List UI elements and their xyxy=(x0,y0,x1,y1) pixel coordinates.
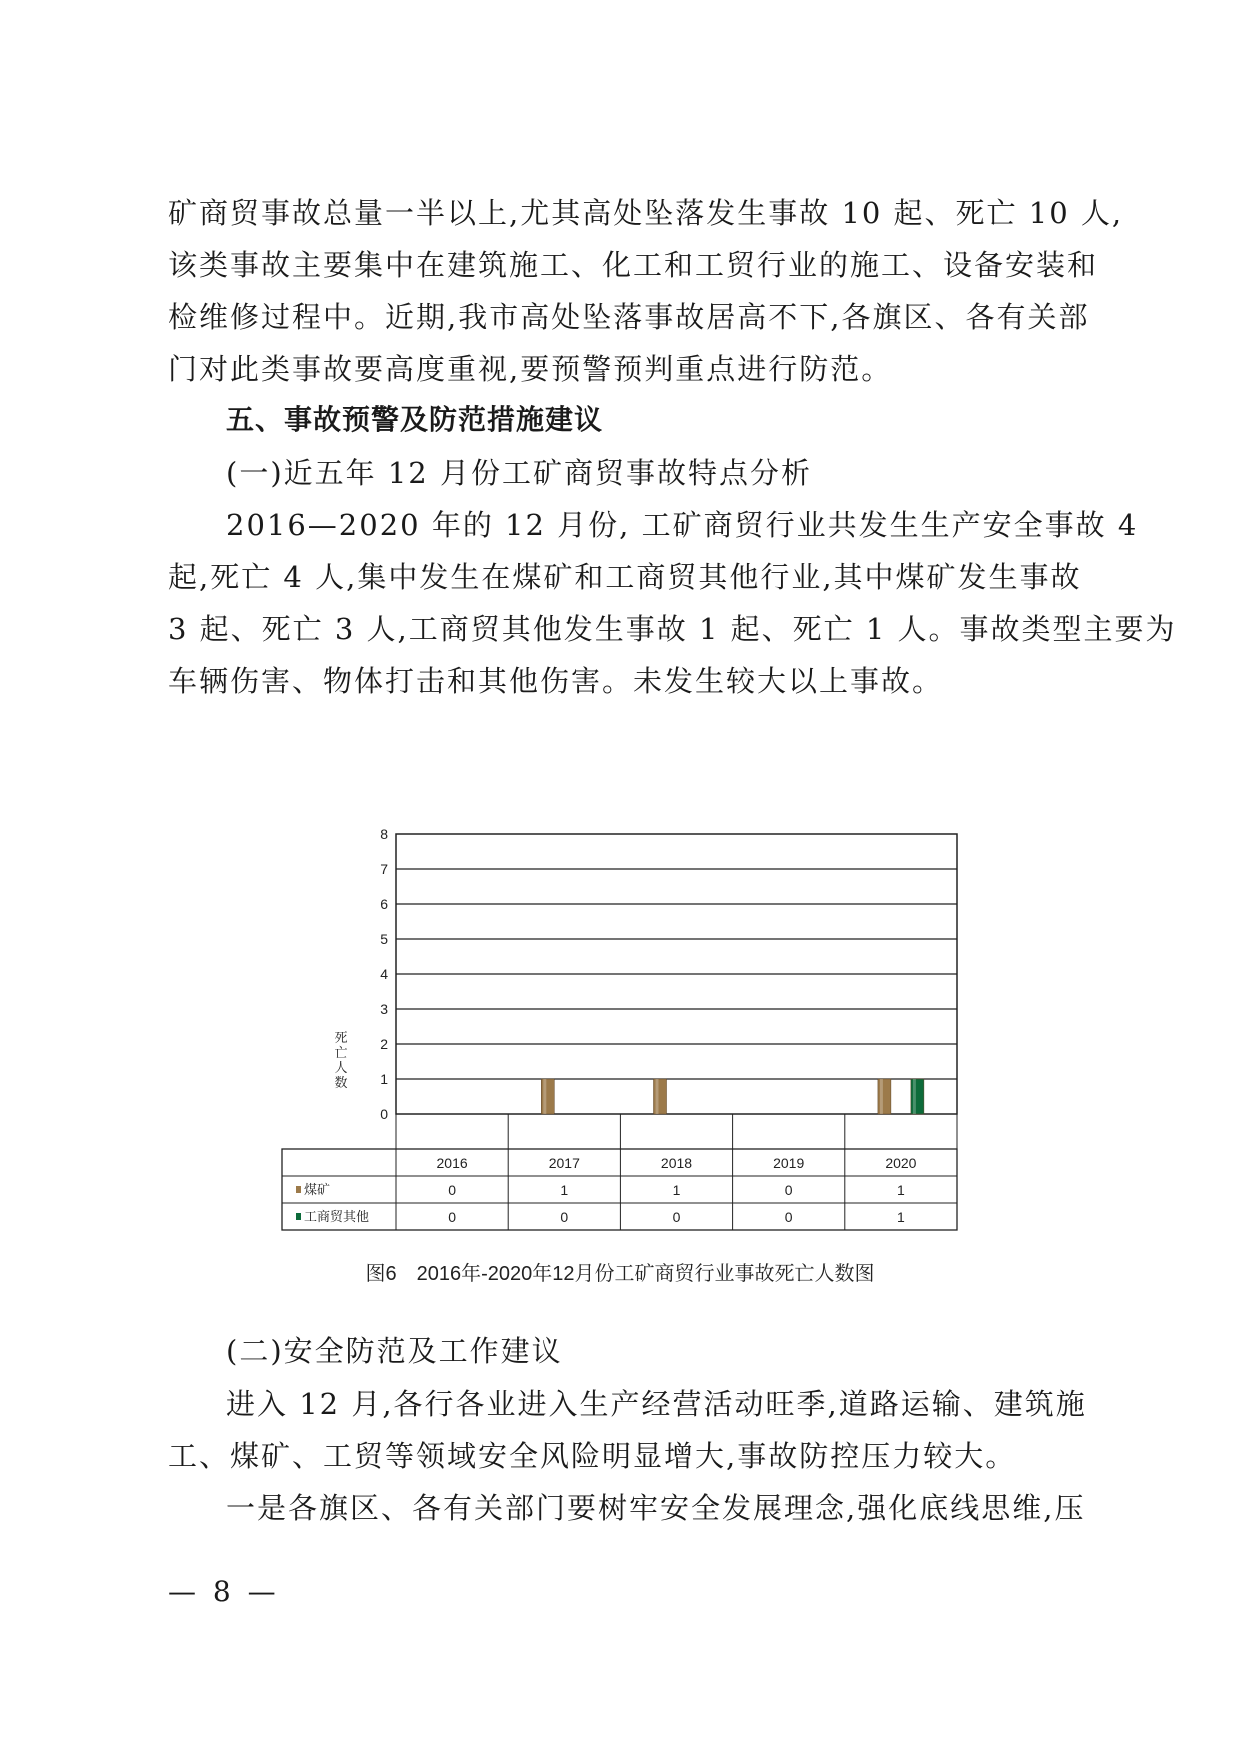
paragraph-line: 一是各旗区、各有关部门要树牢安全发展理念,强化底线思维,压 xyxy=(226,1491,1086,1525)
y-axis-label: 死亡人数 xyxy=(334,1030,348,1090)
bar-highlight xyxy=(656,1079,659,1114)
x-category-label: 2020 xyxy=(885,1155,917,1171)
paragraph-line: 该类事故主要集中在建筑施工、化工和工贸行业的施工、设备安装和 xyxy=(168,248,1099,282)
y-tick-label: 0 xyxy=(380,1106,388,1122)
x-category-label: 2017 xyxy=(548,1155,580,1171)
section-heading: 五、事故预警及防范措施建议 xyxy=(226,403,604,436)
y-tick-label: 4 xyxy=(380,966,388,982)
x-category-label: 2019 xyxy=(773,1155,805,1171)
table-value: 0 xyxy=(784,1209,793,1225)
bar-煤矿-2017 xyxy=(541,1079,554,1114)
bar-highlight xyxy=(913,1079,916,1114)
chart-data-table xyxy=(282,1114,957,1230)
paragraph-line: 2016—2020 年的 12 月份, 工矿商贸行业共发生生产安全事故 4 xyxy=(226,508,1139,542)
subsection-heading: (一)近五年 12 月份工矿商贸事故特点分析 xyxy=(226,456,812,490)
bar-工商贸其他-2020 xyxy=(911,1079,924,1114)
page-number: — 8 — xyxy=(168,1575,280,1608)
bar-highlight xyxy=(880,1079,883,1114)
y-tick-label: 5 xyxy=(380,931,388,947)
y-tick-label: 8 xyxy=(380,826,388,842)
bar-煤矿-2020 xyxy=(878,1079,891,1114)
table-value: 0 xyxy=(672,1209,681,1225)
table-value: 0 xyxy=(784,1182,793,1198)
x-category-label: 2018 xyxy=(660,1155,693,1171)
x-category-label: 2016 xyxy=(436,1155,468,1171)
y-tick-label: 2 xyxy=(380,1036,388,1052)
table-value: 1 xyxy=(560,1182,569,1198)
paragraph-line: 矿商贸事故总量一半以上,尤其高处坠落发生事故 10 起、死亡 10 人, xyxy=(168,196,1124,230)
y-tick-label: 1 xyxy=(380,1071,388,1087)
table-border xyxy=(282,1149,957,1230)
y-tick-label: 6 xyxy=(380,896,388,912)
y-tick-label: 3 xyxy=(380,1001,388,1017)
bar-煤矿-2018 xyxy=(654,1079,667,1114)
legend-label: 煤矿 xyxy=(304,1182,331,1197)
table-value: 1 xyxy=(672,1182,681,1198)
bar-highlight xyxy=(543,1079,546,1114)
y-tick-label: 7 xyxy=(380,861,388,877)
paragraph-line: 车辆伤害、物体打击和其他伤害。未发生较大以上事故。 xyxy=(168,664,944,698)
legend-swatch xyxy=(296,1186,301,1193)
table-value: 1 xyxy=(897,1182,905,1198)
legend-swatch xyxy=(296,1213,301,1220)
paragraph-line: 3 起、死亡 3 人,工商贸其他发生事故 1 起、死亡 1 人。事故类型主要为 xyxy=(168,612,1177,646)
table-value: 0 xyxy=(560,1209,569,1225)
paragraph-line: 门对此类事故要高度重视,要预警预判重点进行防范。 xyxy=(168,352,893,386)
subsection-heading: (二)安全防范及工作建议 xyxy=(226,1334,563,1368)
table-value: 1 xyxy=(897,1209,905,1225)
legend-label: 工商贸其他 xyxy=(304,1209,370,1224)
chart-bars xyxy=(541,1079,924,1114)
paragraph-line: 进入 12 月,各行各业进入生产经营活动旺季,道路运输、建筑施 xyxy=(226,1387,1087,1421)
chart-y-ticks xyxy=(380,826,388,1122)
paragraph-line: 工、煤矿、工贸等领域安全风险明显增大,事故防控压力较大。 xyxy=(168,1439,1017,1473)
chart-gridlines xyxy=(396,834,957,1114)
table-value: 0 xyxy=(448,1209,456,1225)
figure-caption: 图6 2016年-2020年12月份工矿商贸行业事故死亡人数图 xyxy=(365,1263,875,1285)
paragraph-line: 检维修过程中。近期,我市高处坠落事故居高不下,各旗区、各有关部 xyxy=(168,300,1090,334)
table-value: 0 xyxy=(448,1182,456,1198)
paragraph-line: 起,死亡 4 人,集中发生在煤矿和工商贸其他行业,其中煤矿发生事故 xyxy=(168,560,1082,594)
